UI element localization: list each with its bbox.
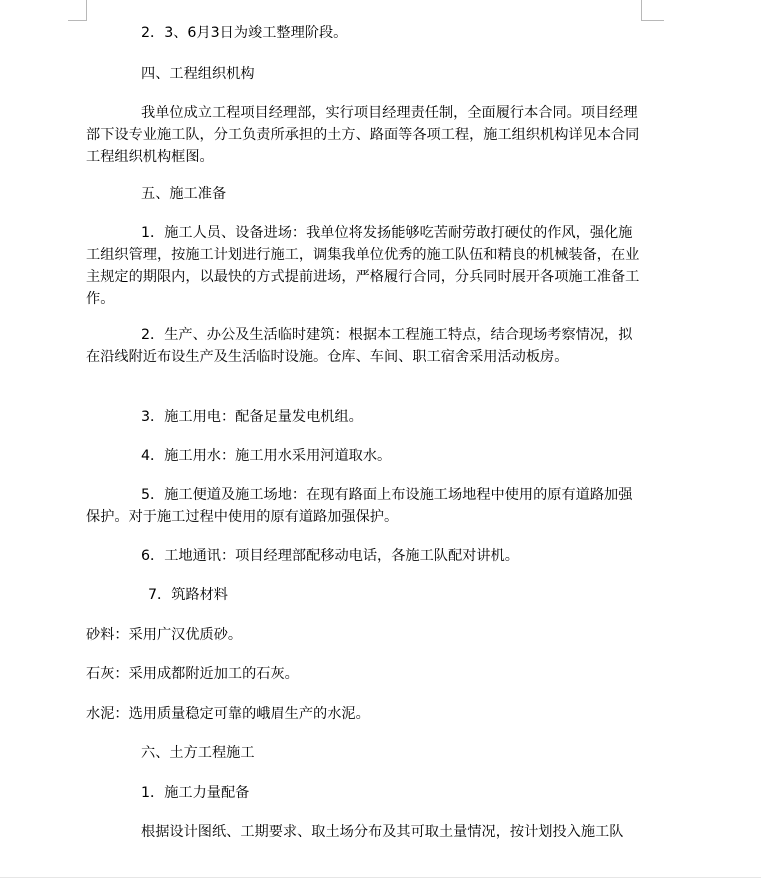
paragraph-cement: 水泥：选用质量稳定可靠的峨眉生产的水泥。 xyxy=(86,706,370,722)
page-bottom-divider xyxy=(0,877,761,878)
paragraph-access-roads: 5．施工便道及施工场地：在现有路面上布设施工场地程中使用的原有道路加强保护。对于施工过程中使用的原有道路加强保护。 xyxy=(86,487,633,525)
paragraph-workforce: 根据设计图纸、工期要求、取土场分布及其可取土量情况，按计划投入施工队 xyxy=(141,824,624,840)
paragraph-lime: 石灰：采用成都附近加工的石灰。 xyxy=(86,666,299,682)
paragraph-sand: 砂料：采用广汉优质砂。 xyxy=(86,627,243,643)
paragraph-power: 3．施工用电：配备足量发电机组。 xyxy=(141,409,363,425)
heading-organization: 四、工程组织机构 xyxy=(141,66,255,82)
heading-preparation: 五、施工准备 xyxy=(141,186,227,202)
crop-mark-top-left xyxy=(68,0,87,21)
heading-materials: 7．筑路材料 xyxy=(148,587,228,603)
crop-mark-top-right xyxy=(641,0,664,21)
heading-earthwork: 六、土方工程施工 xyxy=(141,745,255,761)
heading-workforce: 1．施工力量配备 xyxy=(141,785,250,801)
paragraph-completion-phase: 2．3、6月3日为竣工整理阶段。 xyxy=(141,25,348,41)
paragraph-temporary-buildings: 2．生产、办公及生活临时建筑：根据本工程施工特点，结合现场考察情况，拟在沿线附近布设生产及生活临时设施。仓库、车间、职工宿舍采用活动板房。 xyxy=(86,327,633,365)
paragraph-communication: 6．工地通讯：项目经理部配移动电话，各施工队配对讲机。 xyxy=(141,548,519,564)
paragraph-organization: 我单位成立工程项目经理部，实行项目经理责任制，全面履行本合同。项目经理部下设专业施工队，分工负责所承担的土方、路面等各项工程，施工组织机构详见本合同工程组织机构框图。 xyxy=(86,105,640,165)
paragraph-personnel-equipment: 1．施工人员、设备进场：我单位将发扬能够吃苦耐劳敢打硬仗的作风，强化施工组织管理，按施工计划进行施工，调集我单位优秀的施工队伍和精良的机械装备，在业主规定的期限内，以最快的方式提前进场，严格履行合同，分兵同时展开各项施工准备工作。 xyxy=(86,225,640,307)
paragraph-water: 4．施工用水：施工用水采用河道取水。 xyxy=(141,448,392,464)
